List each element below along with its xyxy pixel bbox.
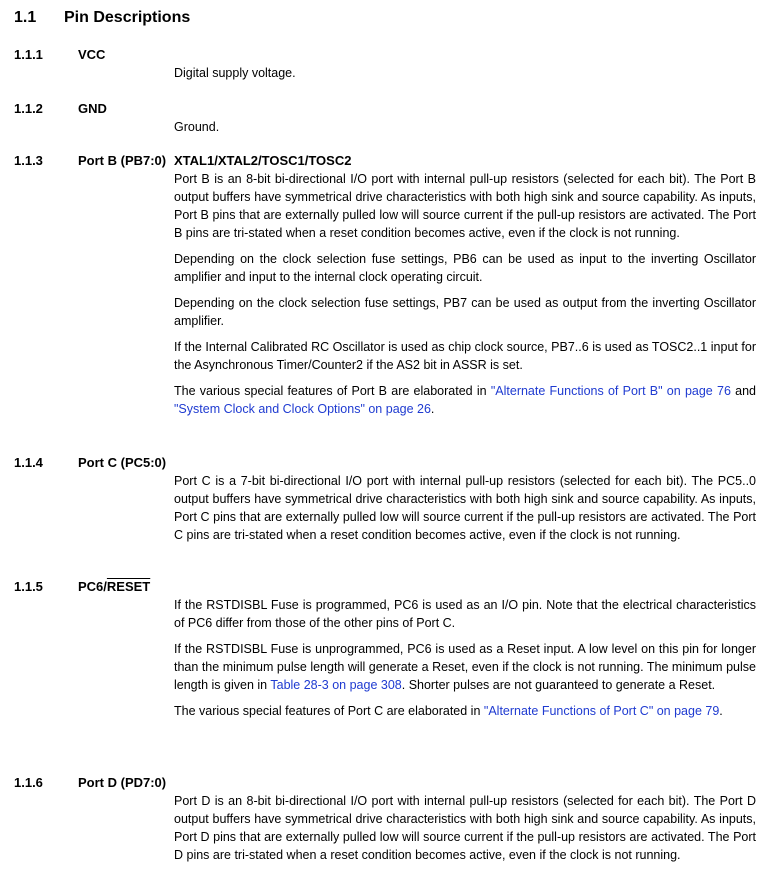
text-run: and — [730, 384, 756, 398]
heading-title: Pin Descriptions — [64, 9, 191, 26]
paragraph — [174, 382, 756, 418]
paragraph: Digital supply voltage. — [174, 66, 296, 80]
text-run: . — [430, 402, 435, 416]
section-number: 1.1.5 — [14, 579, 43, 594]
section-number: 1.1.4 — [14, 455, 43, 470]
section-port-b — [14, 152, 764, 418]
section-title — [78, 578, 150, 596]
page-title — [14, 8, 190, 28]
section-title: Port B (PB7:0) — [78, 153, 167, 168]
section-pc6-heading — [14, 578, 764, 596]
reset-overline-label: RESET — [106, 579, 151, 594]
section-port-d-body — [174, 792, 756, 864]
section-number: 1.1.1 — [14, 47, 43, 62]
text-run: . Shorter pulses are not guaranteed to generate a Reset. — [401, 678, 716, 692]
text-run: If the RSTDISBL Fuse is unprogrammed, PC6 is used as a Reset input. A low level on this pin for longer than the minimum pulse length will generate a Reset, even if the clock is not running. The minimum pulse length is given in — [174, 642, 756, 692]
link-system-clock-options[interactable]: "System Clock and Clock Options" on page 26 — [174, 402, 431, 416]
paragraph: Ground. — [174, 120, 220, 134]
section-port-c-heading — [14, 454, 764, 472]
text-run: . — [719, 704, 723, 718]
section-port-b-body — [174, 170, 756, 418]
section-gnd-heading — [14, 100, 764, 118]
section-gnd-body — [174, 118, 756, 136]
section-vcc — [14, 46, 764, 82]
section-gnd — [14, 100, 764, 136]
section-vcc-heading — [14, 46, 764, 64]
paragraph: Depending on the clock selection fuse settings, PB7 can be used as output from the inverting Oscillator amplifier. — [174, 296, 756, 328]
section-vcc-body — [174, 64, 756, 82]
paragraph: Port D is an 8-bit bi-directional I/O port with internal pull-up resistors (selected for each bit). The Port D output buffers have symmetrical drive characteristics with both high sink and source capability. As inputs, Port D pins that are externally pulled low will source current if the pull-up resistors are activated. The Port D pins are tri-stated when a reset condition becomes active, even if the clock is not running. — [174, 794, 756, 862]
paragraph — [174, 702, 756, 720]
section-pc6-reset — [14, 578, 764, 720]
section-number: 1.1.3 — [14, 153, 43, 168]
link-table-28-3[interactable]: Table 28-3 on page 308 — [270, 678, 402, 692]
section-number: 1.1.6 — [14, 775, 43, 790]
section-number: 1.1.2 — [14, 101, 43, 116]
section-title: GND — [78, 101, 107, 116]
paragraph: Depending on the clock selection fuse settings, PB6 can be used as input to the inverting Oscillator amplifier and input to the internal clock operating circuit. — [174, 252, 756, 284]
paragraph: If the Internal Calibrated RC Oscillator is used as chip clock source, PB7..6 is used as TOSC2..1 input for the Asynchronous Timer/Counter2 if the AS2 bit in ASSR is set. — [174, 340, 756, 372]
paragraph: Port C is a 7-bit bi-directional I/O port with internal pull-up resistors (selected for each bit). The PC5..0 output buffers have symmetrical drive characteristics with both high sink and source capability. As inputs, Port C pins that are externally pulled low will source current if the pull-up resistors are activated. The Port C pins are tri-stated when a reset condition becomes active, even if the clock is not running. — [174, 474, 756, 542]
section-title-prefix: PC6/ — [78, 579, 107, 594]
section-port-b-heading — [14, 152, 764, 170]
section-port-c — [14, 454, 764, 544]
section-title: VCC — [78, 47, 106, 62]
link-alternate-functions-port-b[interactable]: "Alternate Functions of Port B" on page 76 — [490, 384, 731, 398]
section-pc6-body — [174, 596, 756, 720]
paragraph: Port B is an 8-bit bi-directional I/O port with internal pull-up resistors (selected for each bit). The Port B output buffers have symmetrical drive characteristics with both high sink and source capability. As inputs, Port B pins that are externally pulled low will source current if the pull-up resistors are activated. The Port B pins are tri-stated when a reset condition becomes active, even if the clock is not running. — [174, 172, 756, 240]
paragraph: If the RSTDISBL Fuse is programmed, PC6 is used as an I/O pin. Note that the electrical characteristics of PC6 differ from those of the other pins of Port C. — [174, 598, 756, 630]
section-port-d — [14, 774, 764, 864]
section-port-d-heading — [14, 774, 764, 792]
text-run: The various special features of Port C are elaborated in — [174, 704, 484, 718]
paragraph — [174, 640, 756, 694]
section-title: Port D (PD7:0) — [78, 775, 167, 790]
section-title: Port C (PC5:0) — [78, 455, 167, 470]
section-port-c-body — [174, 472, 756, 544]
text-run: The various special features of Port B are elaborated in — [174, 384, 491, 398]
link-alternate-functions-port-c[interactable]: "Alternate Functions of Port C" on page 79 — [483, 704, 720, 718]
section-title-suffix: XTAL1/XTAL2/TOSC1/TOSC2 — [174, 153, 352, 168]
heading-number: 1.1 — [14, 9, 37, 26]
